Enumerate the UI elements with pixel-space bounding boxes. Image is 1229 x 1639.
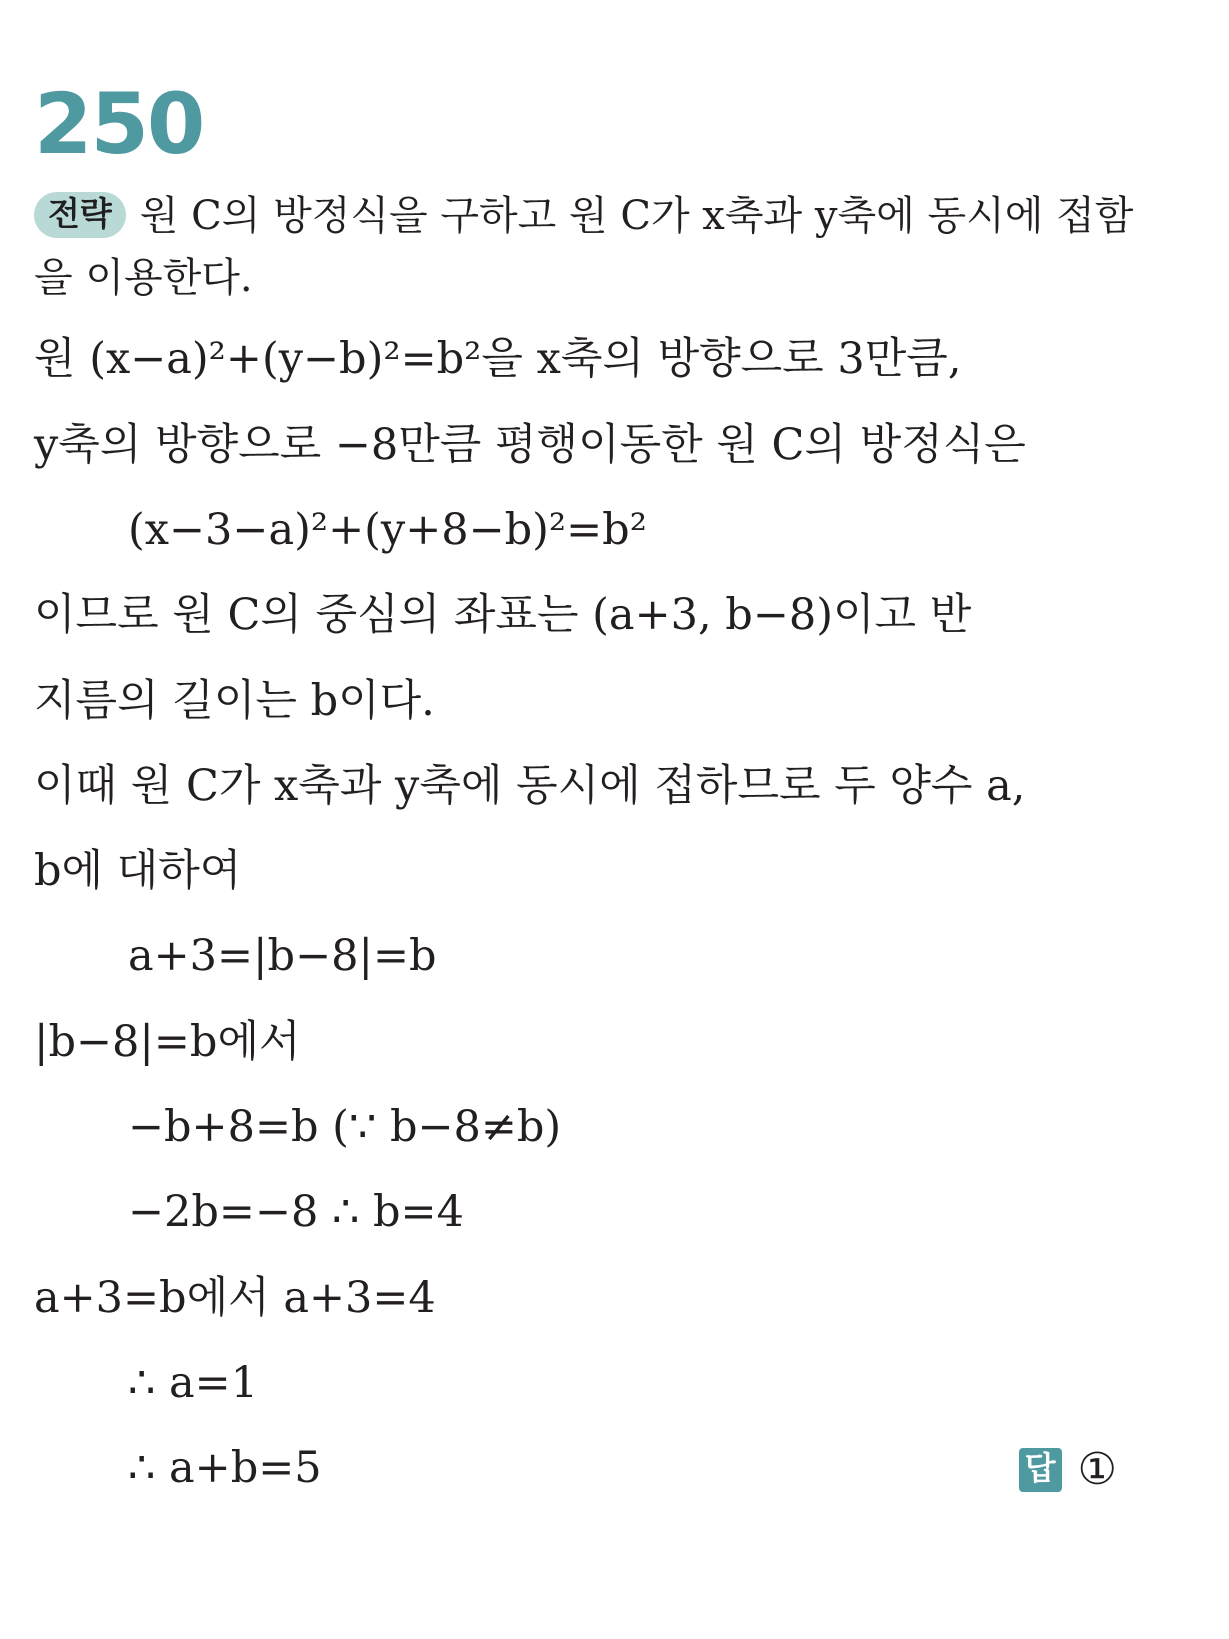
problem-number: 250 [34,75,204,173]
solution-line-9: |b−8|=b에서 [34,1017,301,1067]
solution-line-10: −b+8=b (∵ b−8≠b) [128,1102,562,1152]
strategy-line-1 [34,192,1133,238]
solution-line-6: 이때 원 C가 x축과 y축에 동시에 접하므로 두 양수 a, [34,761,1026,811]
answer-badge: 답 [1019,1448,1062,1491]
solution-line-7: b에 대하여 [34,846,242,896]
answer-value: ① [1077,1444,1117,1495]
solution-line-8: a+3=|b−8|=b [128,931,437,981]
solution-line-11: −2b=−8 ∴ b=4 [128,1187,464,1237]
solution-line-2: y축의 방향으로 −8만큼 평행이동한 원 C의 방정식은 [34,420,1026,470]
solution-line-13: ∴ a=1 [128,1358,259,1408]
solution-line-4: 이므로 원 C의 중심의 좌표는 (a+3, b−8)이고 반 [34,590,972,640]
solution-line-1: 원 (x−a)²+(y−b)²=b²을 x축의 방향으로 3만큼, [34,334,962,384]
answer [1019,1444,1117,1495]
strategy-line-2: 을 이용한다. [34,255,253,301]
solution-line-12: a+3=b에서 a+3=4 [34,1273,436,1323]
strategy-text-1: 원 C의 방정식을 구하고 원 C가 x축과 y축에 동시에 접함 [139,193,1134,239]
strategy-badge: 전략 [34,192,126,238]
solution-line-3: (x−3−a)²+(y+8−b)²=b² [128,505,647,555]
solution-line-5: 지름의 길이는 b이다. [34,676,435,726]
solution-line-14: ∴ a+b=5 [128,1443,322,1493]
